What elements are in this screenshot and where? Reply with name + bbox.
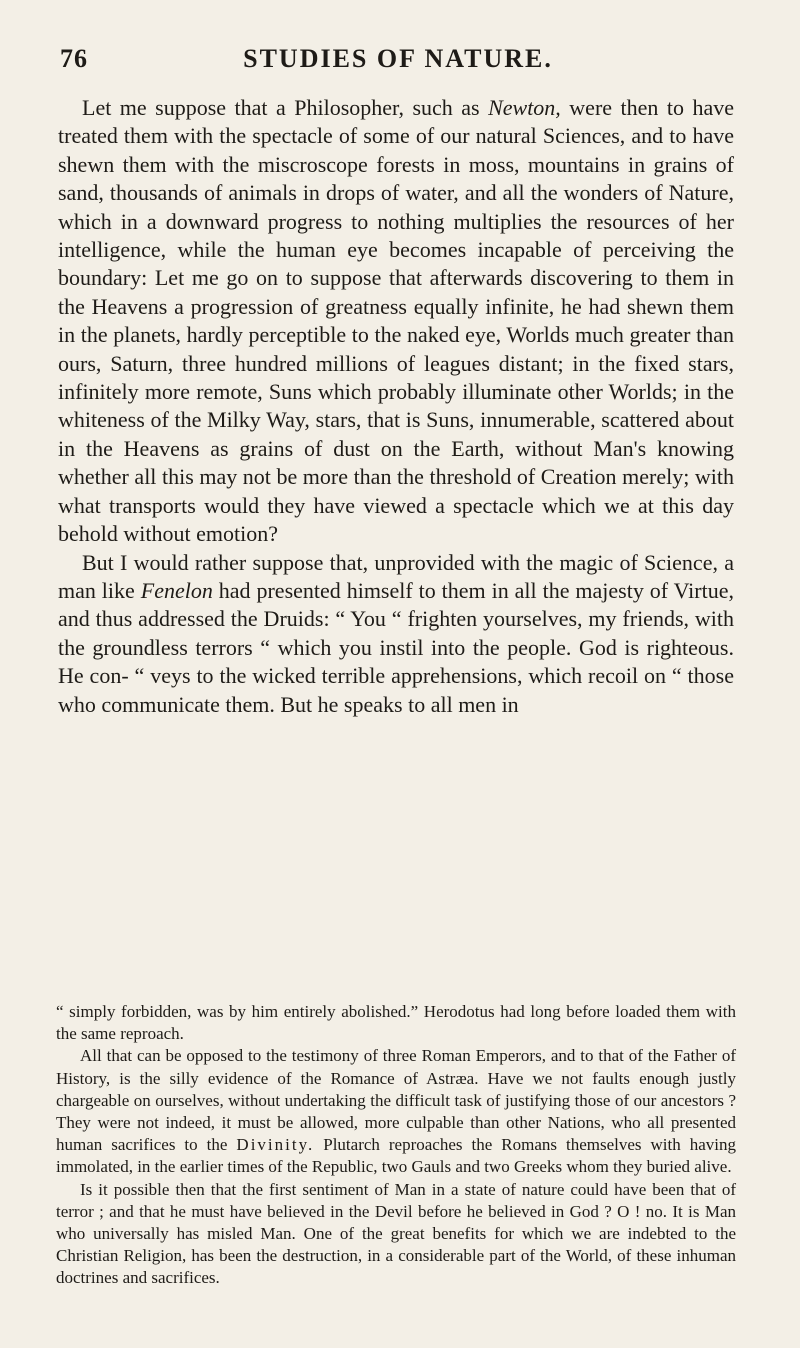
footnote-2-rest: Plutarch reproaches the Romans themselves with having immolated, in the earlier times of the Republic, two Gauls and two Greeks whom they buried alive. (56, 1135, 736, 1177)
paragraph-2-start: But I would rather suppose that, unprovided with the magic of Science, a man like (58, 549, 734, 603)
main-text (58, 94, 734, 719)
footnote-paragraph-2 (56, 1045, 736, 1178)
paragraph-1 (58, 94, 734, 549)
paragraph-2 (58, 549, 734, 719)
footnotes (56, 1001, 736, 1290)
footnote-paragraph-3: Is it possible then that the first sentiment of Man in a state of nature could have been that of terror ; and that he must have believed in the Devil before he believed in God ? O ! no. It is Man who universally has misled Man. One of the great benefits for which we are indebted to the Christian Religion, has been the destruction, in a considerable part of the World, of these inhuman doctrines and sacrifices. (56, 1179, 736, 1288)
page-number: 76 (60, 44, 88, 73)
running-title: STUDIES OF NATURE. (243, 44, 553, 73)
paragraph-2-rest: had presented himself to them in all the majesty of Virtue, and thus addressed the Druids: “ You “ frighten yourselves, my friends, with the groundless terrors “ which you instil into the people. God is righteous. He con- “ veys to the wicked terrible apprehensions, which recoil on “ those who communicate them. But he speaks to all men in (58, 577, 734, 717)
running-head (60, 44, 736, 84)
footnote-2-start: All that can be opposed to the testimony of three Roman Emperors, and to that of the Father of History, is the silly evidence of the Romance of Astræa. Have we not faults enough justly chargeable on ourselves, without undertaking the difficult task of justifying those of our ancestors ? They were not indeed, it must be allowed, more culpable than other Nations, who all presented human sacrifices to the (56, 1046, 736, 1155)
name-fenelon: Fenelon (140, 577, 213, 603)
name-newton: Newton, (488, 95, 561, 120)
paragraph-1-start: Let me suppose that a Philosopher, such as (82, 95, 489, 120)
paragraph-1-rest: were then to have treated them with the spectacle of some of our natural Sciences, and to have shewn them with the miscroscope forests in moss, mountains in grains of sand, thousands of animals in drops of water, and all the wonders of Nature, which in a downward progress to nothing multiplies the resources of her intelligence, while the human eye becomes incapable of perceiving the boundary: Let me go on to suppose that afterwards discovering to them in the Heavens a progression of greatness equally infinite, he had shewn them in the planets, hardly perceptible to the naked eye, Worlds much greater than ours, Saturn, three hundred millions of leagues distant; in the fixed stars, infinitely more remote, Suns which probably illuminate other Worlds; in the whiteness of the Milky Way, stars, that is Suns, innumerable, scattered about in the Heavens as grains of dust on the Earth, without Man's knowing whether all this may not be more than the threshold of Creation merely; with what transports would they have viewed a spectacle which we at this day behold without emotion? (58, 95, 735, 547)
footnote-continuation: “ simply forbidden, was by him entirely abolished.” Herodotus had long before loaded them with the same reproach. (56, 1002, 736, 1044)
word-divinity: Divinity. (236, 1135, 315, 1155)
